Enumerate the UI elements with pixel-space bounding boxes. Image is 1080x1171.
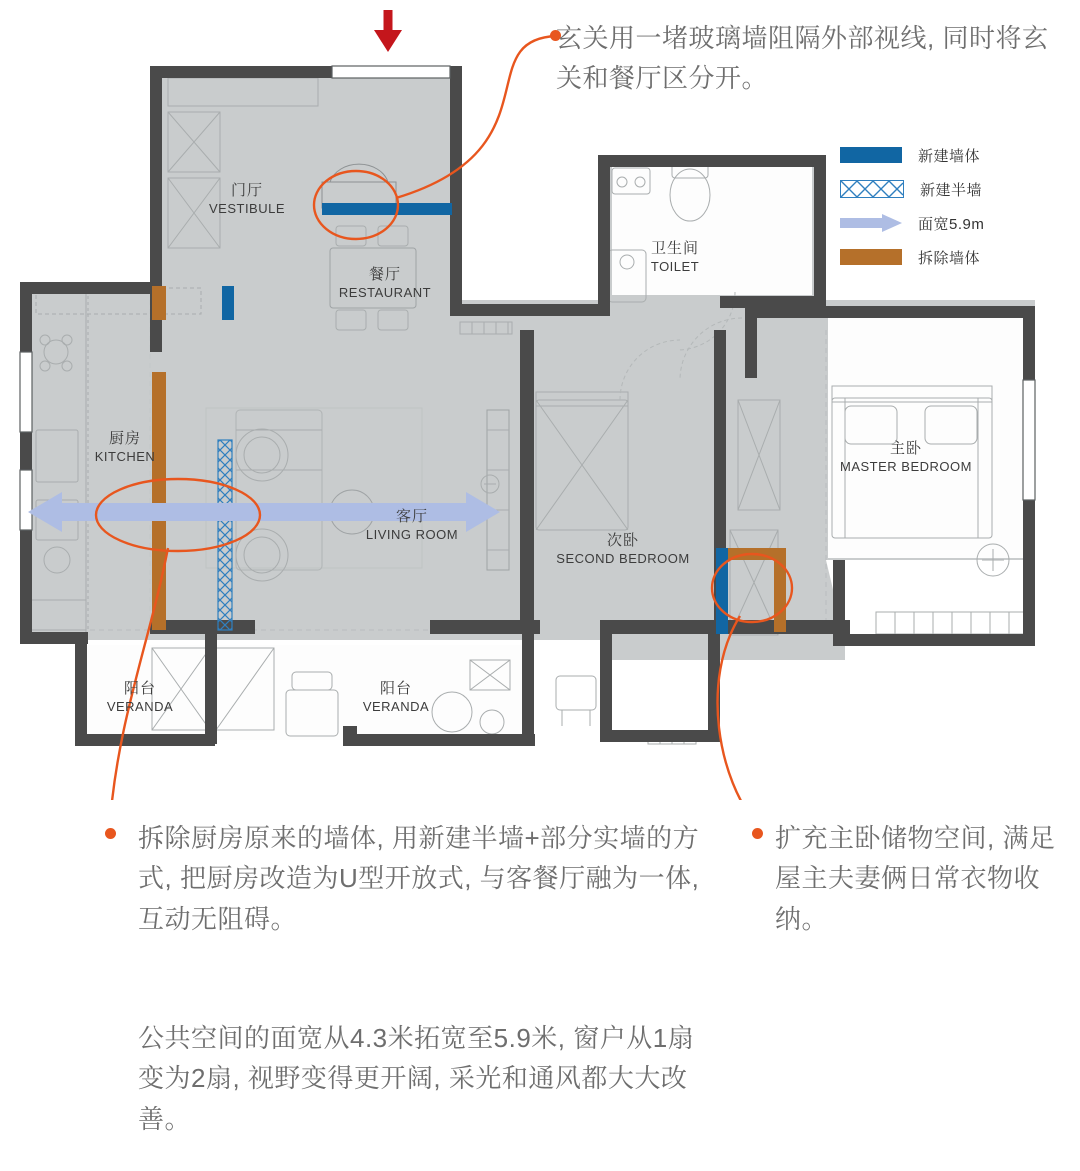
annotation-bottom-right: 扩充主卧储物空间, 满足屋主夫妻俩日常衣物收纳。 <box>775 823 1056 934</box>
entry-direction-arrow <box>374 10 402 52</box>
room-label-restaurant-en: RESTAURANT <box>338 284 432 300</box>
room-label-veranda-left-en: VERANDA <box>106 698 174 714</box>
annotation-bottom-left: 拆除厨房原来的墙体, 用新建半墙+部分实墙的方式, 把厨房改造为U型开放式, 与客餐厅融为一体, 互动无阻碍。 <box>138 823 700 934</box>
half-wall-swatch-icon <box>840 180 904 198</box>
annotation-bottom-left-2: 公共空间的面宽从4.3米拓宽至5.9米, 窗户从1扇变为2扇, 视野变得更开阔, 采光和通风都大大改善。 <box>138 1023 695 1134</box>
new-half-wall-markers <box>218 440 232 630</box>
legend <box>840 138 1070 274</box>
room-label-second-bedroom-cn: 次卧 <box>606 532 639 549</box>
room-label-vestibule-en: VESTIBULE <box>208 200 286 216</box>
room-label-master-bedroom-en: MASTER BEDROOM <box>840 458 972 474</box>
new-wall-swatch-icon <box>840 147 902 163</box>
room-label-living-room-en: LIVING ROOM <box>365 526 459 542</box>
legend-item-new-wall <box>840 138 1070 172</box>
room-label-kitchen-cn: 厨房 <box>108 430 141 447</box>
room-label-living-room-cn: 客厅 <box>395 508 428 525</box>
callout-dot-bottom-right <box>752 828 763 839</box>
room-label-toilet-en: TOILET <box>650 258 700 274</box>
legend-label-half-wall: 新建半墙 <box>920 181 983 199</box>
demolish-swatch-icon <box>840 249 902 265</box>
room-label-second-bedroom-en: SECOND BEDROOM <box>556 550 690 566</box>
room-label-restaurant-cn: 餐厅 <box>368 266 401 283</box>
room-label-veranda-right-cn: 阳台 <box>379 680 412 697</box>
legend-label-demolish: 拆除墙体 <box>918 249 981 267</box>
legend-item-width-arrow <box>840 206 1070 240</box>
room-label-veranda-right-en: VERANDA <box>362 698 430 714</box>
legend-item-half-wall <box>840 172 1070 206</box>
room-label-veranda-left-cn: 阳台 <box>123 680 156 697</box>
legend-item-demolish <box>840 240 1070 274</box>
legend-label-new-wall: 新建墙体 <box>918 147 981 165</box>
room-label-toilet-cn: 卫生间 <box>650 240 699 257</box>
room-label-vestibule-cn: 门厅 <box>230 182 263 199</box>
legend-label-width-arrow: 面宽5.9m <box>918 215 985 233</box>
annotation-top: 玄关用一堵玻璃墙阻隔外部视线, 同时将玄关和餐厅区分开。 <box>556 23 1049 94</box>
callout-dot-bottom-left <box>105 828 116 839</box>
room-label-master-bedroom-cn: 主卧 <box>889 440 922 457</box>
room-label-kitchen-en: KITCHEN <box>94 448 156 464</box>
width-arrow-swatch-icon <box>840 214 902 232</box>
